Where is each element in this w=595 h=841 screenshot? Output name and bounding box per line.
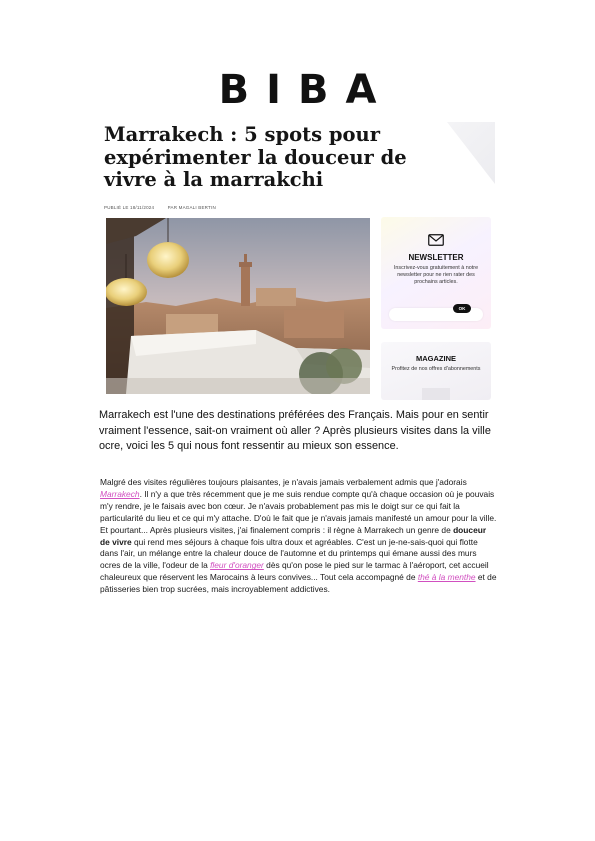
link-fleur-oranger[interactable]: fleur d'oranger <box>210 560 264 571</box>
newsletter-form <box>389 302 483 315</box>
publish-date: PUBLIÉ LE 18/11/2024 <box>104 205 155 210</box>
article-body <box>100 477 498 596</box>
article-meta <box>104 205 228 210</box>
author-link[interactable]: PAR MAGALI BERTIN <box>167 205 216 210</box>
body-text-4: dès qu'on pose le pied sur le tarmac à l'aéroport, cet accueil chaleureux que réservent les Marocains à leurs convives... Tout cela accompagné de <box>100 560 489 583</box>
body-text-3: qui rend mes séjours à chaque fois ultra doux et agréables. C'est un je-ne-sais-quoi qui flotte dans l'air, un mélange entre la chaleur douce de l'automne et du printemps qui émane aussi des murs ocres de la ville, l'odeur de la <box>100 536 478 571</box>
link-the-menthe[interactable]: thé à la menthe <box>417 572 476 583</box>
newsletter-title: NEWSLETTER <box>408 253 464 262</box>
article-intro: Marrakech est l'une des destinations préférées des Français. Mais pour en sentir vraiment l'essence, sait-on vraiment où aller ? Après plusieurs visites dans la ville ocre, voici les 5 qui nous font ressentir au mieux son essence. <box>99 409 491 453</box>
envelope-icon <box>381 233 491 251</box>
site-logo[interactable]: BIBA <box>218 67 394 113</box>
hero-image <box>106 218 370 394</box>
newsletter-submit-button[interactable]: OK <box>453 304 471 313</box>
article-title: Marrakech : 5 spots pour expérimenter la douceur de vivre à la marrakchi <box>104 123 407 191</box>
body-text-5: et de pâtisseries bien trop sucrées, mais incroyablement addictives. <box>100 572 497 595</box>
decorative-corner <box>447 122 495 184</box>
newsletter-description: Inscrivez-vous gratuitement à notre newsletter pour ne rien rater des prochains articles. <box>393 265 479 285</box>
body-text-1: Malgré des visites régulières toujours plaisantes, je n'avais jamais verbalement admis que j'adorais <box>100 477 467 487</box>
magazine-title: MAGAZINE <box>416 354 456 363</box>
bold-douceur-de-vivre: douceur de vivre <box>100 524 487 547</box>
newsletter-box <box>381 217 491 329</box>
magazine-box[interactable] <box>381 342 491 400</box>
magazine-cover <box>422 388 450 400</box>
magazine-description: Profitez de nos offres d'abonnements <box>391 366 481 372</box>
body-text-2: . Il n'y a que très récemment que je me suis rendue compte qu'à chaque occasion où je pouvais m'y rendre, je le faisais avec bon cœur. Je n'avais probablement pas mis le doigt sur ce qui fait la particularité du lieu et ce qui m'y attache. D'où le fait que je n'avais jamais manifesté un amour pour la ville. Et pourtant... Après plusieurs visites, j'ai finalement compris : il règne à Marrakech un genre de <box>100 488 497 535</box>
link-marrakech[interactable]: Marrakech <box>100 488 140 499</box>
